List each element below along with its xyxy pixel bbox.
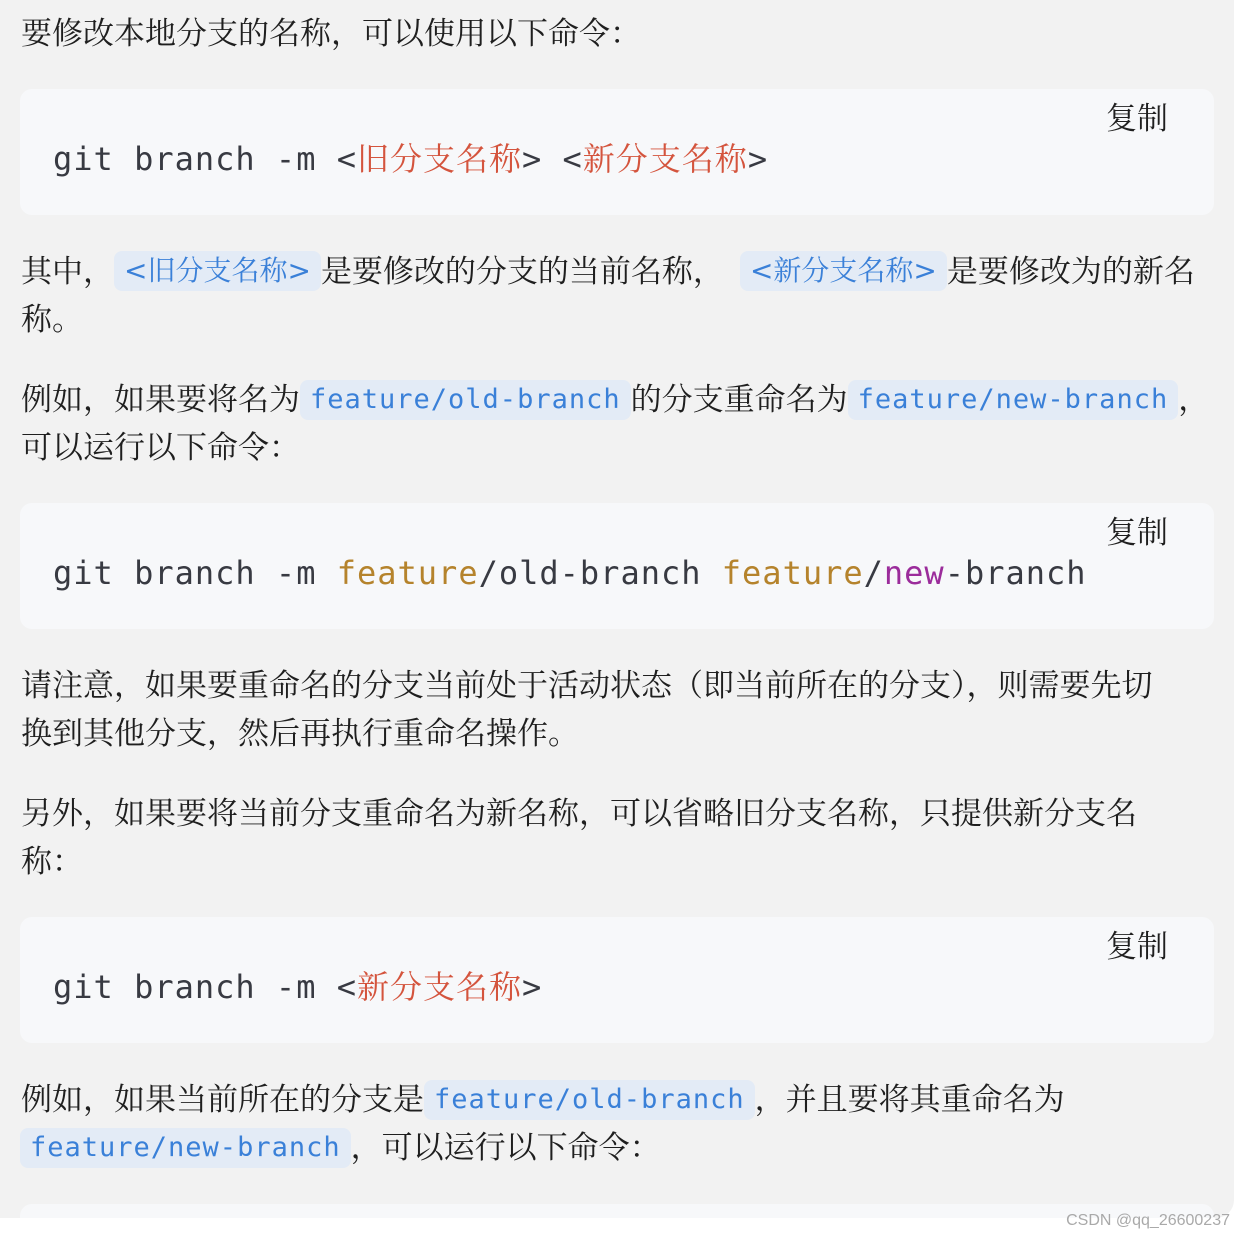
intro-text: 要修改本地分支的名称，可以使用以下命令： [21, 16, 641, 52]
explanation-paragraph [21, 248, 1211, 344]
code-line [53, 553, 1087, 593]
code-token-arg: 旧分支名称 [356, 140, 522, 178]
copy-button[interactable]: 复制 [1106, 929, 1168, 965]
text-span: 例如，如果要将名为 [21, 382, 300, 418]
intro-paragraph [21, 10, 1211, 58]
watermark: CSDN @qq_26600237 [1066, 1212, 1230, 1229]
code-token-keyword: new [883, 554, 945, 592]
code-token: -branch [944, 554, 1087, 592]
text-span: 称。 [21, 302, 83, 338]
copy-button[interactable]: 复制 [1106, 515, 1168, 551]
code-block-rename [20, 89, 1214, 215]
text-span: 另外，如果要将当前分支重命名为新名称，可以省略旧分支名称，只提供新分支名 [21, 796, 1137, 832]
code-token: > [747, 140, 769, 178]
text-span: 是要修改的分支的当前名称， [320, 254, 724, 290]
note-paragraph [21, 662, 1211, 758]
code-token: git branch -m < [53, 140, 357, 178]
code-block-current [20, 917, 1214, 1043]
inline-code: feature/new-branch [20, 1128, 351, 1168]
code-block-example [20, 503, 1214, 629]
text-span: 例如，如果当前所在的分支是 [21, 1082, 424, 1118]
text-span: 的分支重命名为 [630, 382, 848, 418]
code-line [53, 967, 542, 1007]
text-span: 称： [21, 844, 83, 880]
inline-code: <新分支名称> [740, 251, 947, 291]
copy-button[interactable]: 复制 [1106, 101, 1168, 137]
code-token-keyword: feature [721, 554, 864, 592]
inline-code: feature/old-branch [300, 380, 631, 420]
code-line [53, 139, 768, 179]
alternative-paragraph [21, 790, 1211, 886]
code-token: git branch -m [53, 554, 337, 592]
text-span: ， [1178, 382, 1210, 418]
inline-code: <旧分支名称> [114, 251, 321, 291]
code-block-partial [20, 1204, 1214, 1218]
code-token-arg: 新分支名称 [356, 968, 522, 1006]
final-example-paragraph [21, 1076, 1211, 1172]
text-span: ，可以运行以下命令： [350, 1130, 661, 1166]
text-span: 其中， [21, 254, 114, 290]
text-span: 可以运行以下命令： [21, 430, 300, 466]
inline-code: feature/new-branch [848, 380, 1179, 420]
text-span: 请注意，如果要重命名的分支当前处于活动状态（即当前所在的分支），则需要先切 [21, 668, 1153, 704]
code-token: git branch -m < [53, 968, 357, 1006]
example-paragraph [21, 376, 1211, 472]
code-token: /old-branch [478, 554, 722, 592]
text-span: ，并且要将其重命名为 [754, 1082, 1065, 1118]
code-token: / [863, 554, 884, 592]
code-token: > [522, 968, 543, 1006]
code-token: > < [522, 140, 583, 178]
code-token-keyword: feature [336, 554, 479, 592]
code-token-arg: 新分支名称 [582, 140, 748, 178]
inline-code: feature/old-branch [424, 1080, 755, 1120]
text-span: 是要修改为的新名 [946, 254, 1195, 290]
text-span: 换到其他分支，然后再执行重命名操作。 [21, 716, 579, 752]
